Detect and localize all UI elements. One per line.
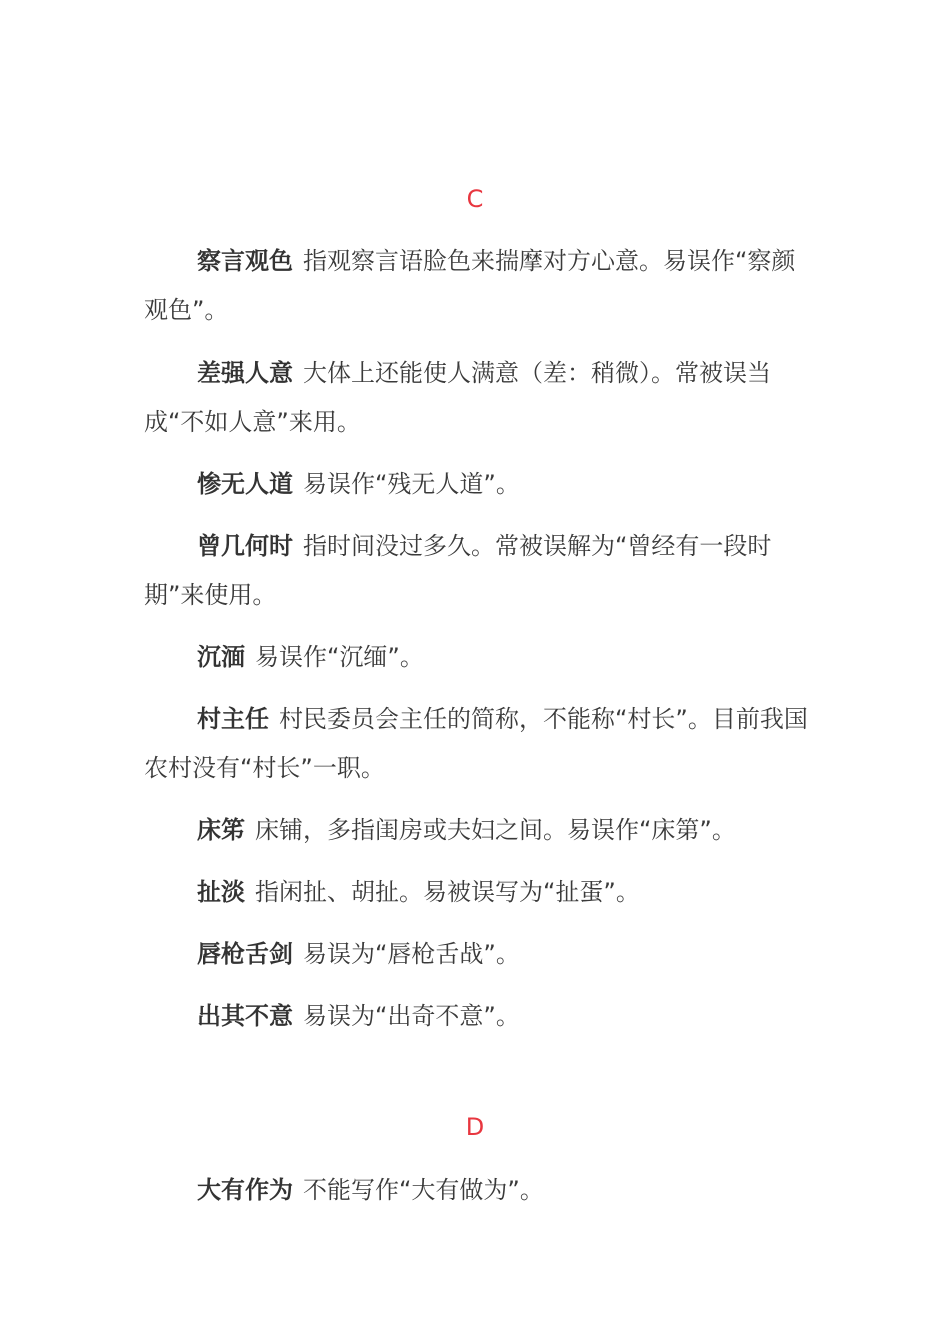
entry-dayouzuowei — [144, 1166, 814, 1215]
entry-chedan — [144, 868, 814, 917]
entry-term: 村主任 — [197, 705, 269, 733]
entry-chenmian — [144, 633, 814, 682]
entry-term: 差强人意 — [197, 359, 293, 387]
entry-term: 曾几何时 — [197, 532, 293, 560]
entry-cunzhuren — [144, 695, 814, 793]
entry-definition: 指时间没过多久。常被误解为“曾经有一段时期”来使用。 — [144, 532, 772, 609]
entry-chuangzi — [144, 806, 814, 855]
section-letter-d: D — [465, 1113, 485, 1141]
entry-term: 出其不意 — [197, 1002, 293, 1030]
entry-term: 扯淡 — [197, 878, 245, 906]
entry-definition: 指观察言语脸色来揣摩对方心意。易误作“察颜观色”。 — [144, 247, 796, 324]
entry-term: 察言观色 — [197, 247, 293, 275]
entry-definition: 易误为“唇枪舌战”。 — [303, 940, 520, 968]
entry-term: 床笫 — [197, 816, 245, 844]
entry-chayanguanse — [144, 237, 814, 335]
section-letter-c: C — [466, 185, 484, 213]
entry-chuqibuyi — [144, 992, 814, 1041]
entry-cengjiheshi — [144, 522, 814, 620]
entry-chunqiangshejian — [144, 930, 814, 979]
entry-term: 唇枪舌剑 — [197, 940, 293, 968]
entry-term: 惨无人道 — [197, 470, 293, 498]
entry-definition: 指闲扯、胡扯。易被误写为“扯蛋”。 — [255, 878, 640, 906]
entry-chaqiangrenyi — [144, 349, 814, 447]
entry-canwurendao — [144, 460, 814, 509]
entry-definition: 易误作“沉缅”。 — [255, 643, 424, 671]
entry-definition: 不能写作“大有做为”。 — [303, 1176, 544, 1204]
entry-term: 大有作为 — [197, 1176, 293, 1204]
entry-definition: 大体上还能使人满意（差：稍微）。常被误当成“不如人意”来用。 — [144, 359, 771, 436]
entry-definition: 易误作“残无人道”。 — [303, 470, 520, 498]
entry-term: 沉湎 — [197, 643, 245, 671]
entry-definition: 床铺，多指闺房或夫妇之间。易误作“床第”。 — [255, 816, 736, 844]
entry-definition: 易误为“出奇不意”。 — [303, 1002, 520, 1030]
entry-definition: 村民委员会主任的简称，不能称“村长”。目前我国农村没有“村长”一职。 — [144, 705, 808, 782]
